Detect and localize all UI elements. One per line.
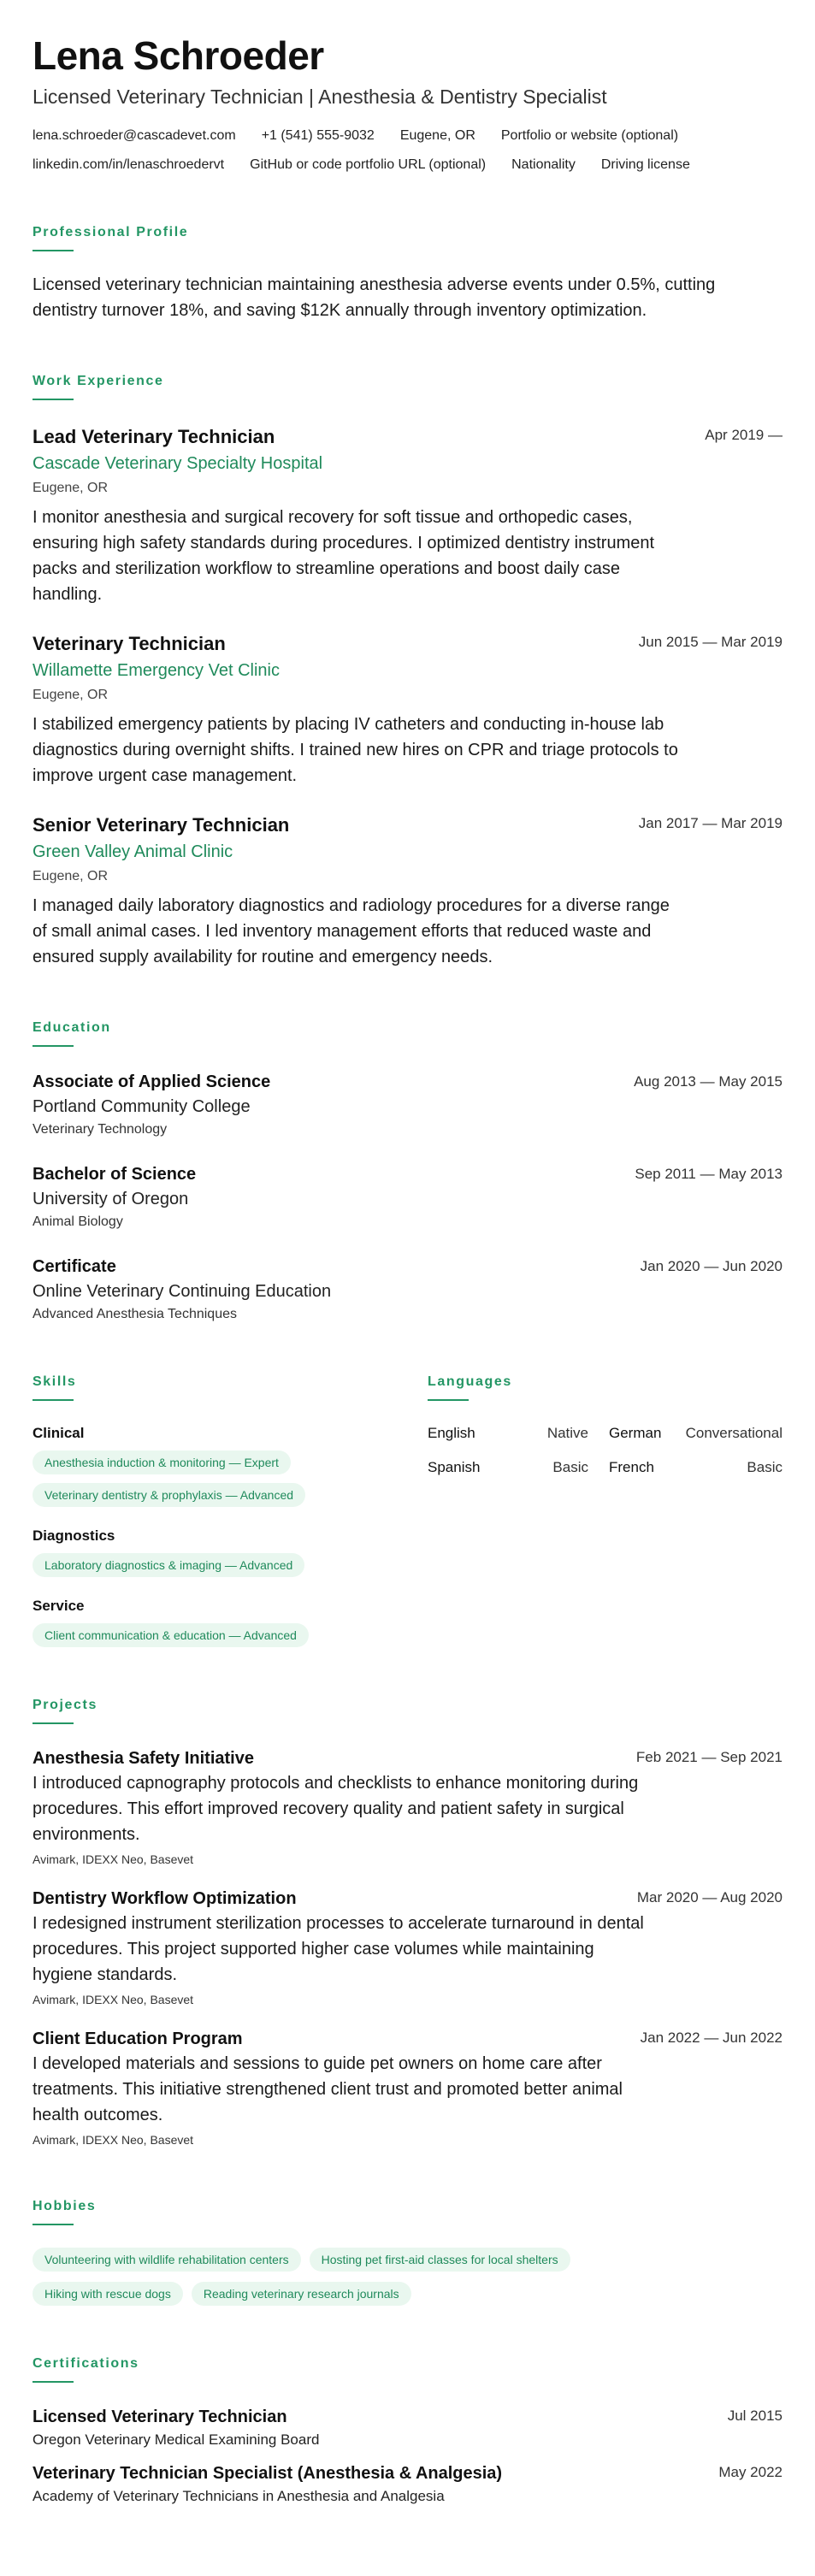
contact-nationality: Nationality <box>511 157 576 172</box>
languages-section <box>428 1374 783 1647</box>
hobby-chip: Hiking with rescue dogs <box>32 2282 183 2306</box>
job-company: Willamette Emergency Vet Clinic <box>32 661 280 680</box>
skill-category: Clinical <box>32 1425 85 1441</box>
education-dates: Jan 2020 — Jun 2020 <box>640 1258 783 1274</box>
education-entry <box>32 1256 783 1324</box>
hobby-chips <box>32 2248 665 2306</box>
section-divider <box>428 1399 469 1401</box>
section-divider <box>32 1045 74 1047</box>
section-divider <box>32 250 74 251</box>
profile-section <box>32 224 783 323</box>
skill-chips <box>32 1553 428 1577</box>
skill-category: Service <box>32 1598 85 1614</box>
certifications-section <box>32 2355 783 2506</box>
project-tech: Avimark, IDEXX Neo, Basevet <box>32 2133 194 2147</box>
skill-chips <box>32 1450 428 1507</box>
hobbies-section <box>32 2198 783 2306</box>
project-dates: Mar 2020 — Aug 2020 <box>636 1889 783 1905</box>
skill-category: Diagnostics <box>32 1527 115 1544</box>
language-level: Native <box>546 1425 588 1441</box>
language-item <box>428 1457 599 1478</box>
project-entry <box>32 2027 783 2148</box>
experience-section <box>32 373 783 970</box>
section-divider <box>32 399 74 400</box>
language-name: Spanish <box>428 1459 481 1475</box>
projects-section <box>32 1697 783 2148</box>
job-entry <box>32 424 783 607</box>
job-location: Eugene, OR <box>32 869 109 883</box>
education-field: Animal Biology <box>32 1214 123 1229</box>
education-field: Advanced Anesthesia Techniques <box>32 1307 237 1321</box>
job-dates: Apr 2019 — <box>705 427 783 443</box>
language-item <box>599 1423 783 1444</box>
skill-group <box>32 1526 428 1577</box>
project-description: I developed materials and sessions to guide pet owners on home care after treatments. This initiative strengthened client trust and promoted better animal health outcomes. <box>32 2054 623 2124</box>
hobby-chip: Reading veterinary research journals <box>192 2282 411 2306</box>
contact-portfolio[interactable]: Portfolio or website (optional) <box>500 128 679 143</box>
certification-name: Licensed Veterinary Technician <box>32 2408 287 2426</box>
language-level: Basic <box>747 1459 783 1475</box>
hobby-chip: Volunteering with wildlife rehabilitation centers <box>32 2248 301 2272</box>
education-dates: Sep 2011 — May 2013 <box>635 1166 783 1182</box>
section-title-education: Education <box>32 1020 111 1035</box>
skill-chip: Anesthesia induction & monitoring — Expert <box>32 1450 291 1474</box>
skill-chip: Laboratory diagnostics & imaging — Advanced <box>32 1553 304 1577</box>
skill-group <box>32 1596 428 1647</box>
contact-linkedin[interactable]: linkedin.com/in/lenaschroedervt <box>32 157 225 172</box>
education-school: Online Veterinary Continuing Education <box>32 1282 332 1301</box>
language-name: English <box>428 1425 475 1441</box>
language-level: Basic <box>552 1459 588 1475</box>
skill-chip: Veterinary dentistry & prophylaxis — Advanced <box>32 1483 305 1507</box>
project-title: Dentistry Workflow Optimization <box>32 1889 297 1908</box>
certification-issuer: Academy of Veterinary Technicians in Anesthesia and Analgesia <box>32 2488 445 2504</box>
language-item <box>428 1423 599 1444</box>
skill-group <box>32 1423 428 1507</box>
section-divider <box>32 2224 74 2225</box>
certification-date: May 2022 <box>718 2464 783 2480</box>
skills-languages-row <box>32 1374 783 1647</box>
job-location: Eugene, OR <box>32 481 109 495</box>
job-dates: Jun 2015 — Mar 2019 <box>638 634 783 650</box>
project-tech: Avimark, IDEXX Neo, Basevet <box>32 1852 194 1866</box>
project-dates: Feb 2021 — Sep 2021 <box>635 1749 783 1765</box>
education-degree: Bachelor of Science <box>32 1165 197 1184</box>
skill-chip: Client communication & education — Advanced <box>32 1623 309 1647</box>
job-title: Senior Veterinary Technician <box>32 814 290 836</box>
project-title: Anesthesia Safety Initiative <box>32 1749 254 1768</box>
contact-phone[interactable]: +1 (541) 555-9032 <box>261 128 375 143</box>
project-tech: Avimark, IDEXX Neo, Basevet <box>32 1993 194 2006</box>
contact-email[interactable]: lena.schroeder@cascadevet.com <box>32 128 236 143</box>
contact-driving-license: Driving license <box>600 157 690 172</box>
contact-location: Eugene, OR <box>399 128 475 143</box>
candidate-headline: Licensed Veterinary Technician | Anesthesia & Dentistry Specialist <box>32 86 607 108</box>
section-title-hobbies: Hobbies <box>32 2199 97 2213</box>
education-entry <box>32 1071 783 1139</box>
skills-section <box>32 1374 428 1647</box>
section-title-certifications: Certifications <box>32 2356 139 2371</box>
section-divider <box>32 1722 74 1724</box>
project-title: Client Education Program <box>32 2029 243 2048</box>
job-description: I stabilized emergency patients by placing IV catheters and conducting in-house lab diagnostics during overnight shifts. I trained new hires on CPR and triage protocols to improve urgent case management. <box>32 715 678 785</box>
education-section <box>32 1019 783 1324</box>
language-item <box>599 1457 783 1478</box>
job-company: Green Valley Animal Clinic <box>32 842 233 861</box>
certification-entry <box>32 2405 783 2449</box>
certification-name: Veterinary Technician Specialist (Anesthesia & Analgesia) <box>32 2464 503 2483</box>
language-list <box>428 1423 783 1478</box>
job-dates: Jan 2017 — Mar 2019 <box>638 815 783 831</box>
job-location: Eugene, OR <box>32 688 109 702</box>
job-entry <box>32 631 783 789</box>
language-name: French <box>609 1459 654 1475</box>
skill-chips <box>32 1623 428 1647</box>
education-degree: Associate of Applied Science <box>32 1072 271 1091</box>
job-title: Lead Veterinary Technician <box>32 426 275 447</box>
job-description: I managed daily laboratory diagnostics and radiology procedures for a diverse range of small animal cases. I led inventory management efforts that reduced waste and ensured supply availability for routine and emergency needs. <box>32 896 670 966</box>
section-title-skills: Skills <box>32 1374 77 1389</box>
project-dates: Jan 2022 — Jun 2022 <box>640 2029 783 2046</box>
education-school: University of Oregon <box>32 1190 189 1208</box>
education-dates: Aug 2013 — May 2015 <box>634 1073 783 1090</box>
section-divider <box>32 1399 74 1401</box>
section-divider <box>32 2381 74 2383</box>
section-title-languages: Languages <box>428 1374 512 1389</box>
certification-date: Jul 2015 <box>727 2408 783 2424</box>
certification-entry <box>32 2461 783 2506</box>
section-title-profile: Professional Profile <box>32 225 189 239</box>
project-entry <box>32 1887 783 2008</box>
education-field: Veterinary Technology <box>32 1122 168 1137</box>
education-school: Portland Community College <box>32 1097 251 1116</box>
certification-issuer: Oregon Veterinary Medical Examining Board <box>32 2431 320 2448</box>
language-name: German <box>609 1425 662 1441</box>
job-company: Cascade Veterinary Specialty Hospital <box>32 454 323 473</box>
section-title-experience: Work Experience <box>32 374 164 388</box>
education-entry <box>32 1163 783 1232</box>
project-entry <box>32 1746 783 1868</box>
project-description: I introduced capnography protocols and checklists to enhance monitoring during procedures. This effort improved recovery quality and patient safety in surgical environments. <box>32 1774 639 1844</box>
resume-header <box>32 32 783 174</box>
language-level: Conversational <box>685 1425 783 1441</box>
contact-list <box>32 127 768 174</box>
education-degree: Certificate <box>32 1257 116 1276</box>
job-description: I monitor anesthesia and surgical recovery for soft tissue and orthopedic cases, ensuring high safety standards during procedures. I optimized dentistry instrument packs and sterilization workflow to streamline operations and boost daily case handling. <box>32 508 655 604</box>
hobby-chip: Hosting pet first-aid classes for local shelters <box>310 2248 570 2272</box>
section-title-projects: Projects <box>32 1698 97 1712</box>
project-description: I redesigned instrument sterilization processes to accelerate turnaround in dental procedures. This project supported higher case volumes while maintaining hygiene standards. <box>32 1914 644 1984</box>
job-title: Veterinary Technician <box>32 633 226 654</box>
profile-summary: Licensed veterinary technician maintaining anesthesia adverse events under 0.5%, cutting dentistry turnover 18%, and saving $12K annually through inventory optimization. <box>32 275 716 320</box>
contact-github[interactable]: GitHub or code portfolio URL (optional) <box>250 157 487 172</box>
candidate-name: Lena Schroeder <box>32 33 324 78</box>
job-entry <box>32 812 783 970</box>
